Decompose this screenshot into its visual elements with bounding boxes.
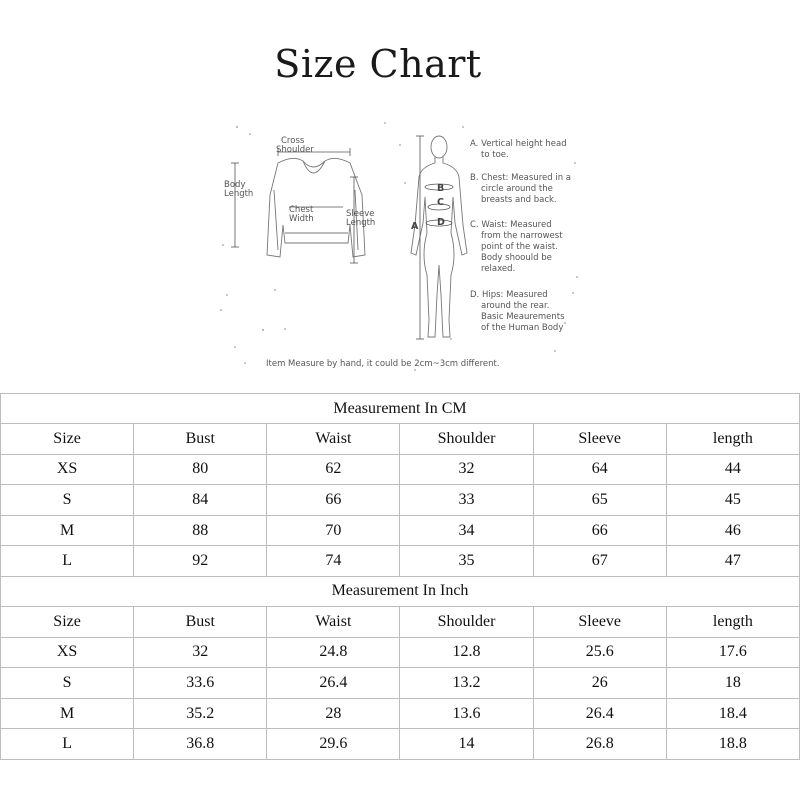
table-cell: 28 bbox=[267, 698, 400, 729]
column-header-row bbox=[1, 606, 800, 637]
table-cell: 13.2 bbox=[400, 668, 533, 699]
note-b-2: circle around the bbox=[481, 184, 553, 194]
table-row bbox=[1, 454, 800, 485]
note-b-1: B. Chest: Measured in a bbox=[470, 173, 571, 183]
table-cell: 34 bbox=[400, 515, 533, 546]
measurement-diagram bbox=[215, 115, 590, 377]
table-cell: 66 bbox=[533, 515, 666, 546]
table-cell: 26.4 bbox=[267, 668, 400, 699]
page-title: Size Chart bbox=[274, 42, 482, 86]
table-cell: 14 bbox=[400, 729, 533, 760]
note-d-2: around the rear. bbox=[481, 301, 550, 311]
section-heading-row bbox=[1, 394, 800, 424]
note-c-3: point of the waist. bbox=[481, 242, 558, 252]
section-heading-row bbox=[1, 576, 800, 606]
chest-width-label-2: Width bbox=[289, 214, 314, 224]
table-cell: L bbox=[1, 546, 134, 577]
note-c-1: C. Waist: Measured bbox=[470, 220, 552, 230]
column-header: Sleeve bbox=[533, 424, 666, 455]
table-cell: 46 bbox=[666, 515, 799, 546]
table-cell: 67 bbox=[533, 546, 666, 577]
table-cell: M bbox=[1, 515, 134, 546]
column-header: Shoulder bbox=[400, 606, 533, 637]
note-a-2: to toe. bbox=[481, 150, 509, 160]
body-length-label-2: Length bbox=[224, 189, 254, 199]
table-cell: L bbox=[1, 729, 134, 760]
note-c-4: Body shoould be bbox=[481, 253, 552, 263]
column-header: Sleeve bbox=[533, 606, 666, 637]
table-cell: 35 bbox=[400, 546, 533, 577]
table-cell: M bbox=[1, 698, 134, 729]
note-b-3: breasts and back. bbox=[481, 195, 557, 205]
table-cell: 47 bbox=[666, 546, 799, 577]
column-header: Waist bbox=[267, 606, 400, 637]
table-cell: 26.4 bbox=[533, 698, 666, 729]
note-a-1: A. Vertical height head bbox=[470, 139, 567, 149]
column-header: Size bbox=[1, 606, 134, 637]
table-cell: 44 bbox=[666, 454, 799, 485]
column-header: Shoulder bbox=[400, 424, 533, 455]
table-cell: 24.8 bbox=[267, 637, 400, 668]
table-cell: 62 bbox=[267, 454, 400, 485]
table-row bbox=[1, 698, 800, 729]
measurement-notes bbox=[470, 139, 571, 333]
table-cell: 80 bbox=[134, 454, 267, 485]
note-d-3: Basic Meaurements bbox=[481, 312, 565, 322]
table-cell: 26.8 bbox=[533, 729, 666, 760]
column-header: Bust bbox=[134, 424, 267, 455]
table-row bbox=[1, 668, 800, 699]
table-cell: 29.6 bbox=[267, 729, 400, 760]
cross-shoulder-label-1: Cross bbox=[281, 136, 305, 146]
table-cell: 64 bbox=[533, 454, 666, 485]
note-c-5: relaxed. bbox=[481, 264, 516, 274]
column-header: length bbox=[666, 424, 799, 455]
figure-letter-a: A bbox=[411, 221, 419, 232]
table-row bbox=[1, 729, 800, 760]
table-cell: 84 bbox=[134, 485, 267, 516]
table-row bbox=[1, 637, 800, 668]
sleeve-length-label-2: Length bbox=[346, 218, 376, 228]
table-cell: 33.6 bbox=[134, 668, 267, 699]
cross-shoulder-label-2: Shoulder bbox=[276, 145, 314, 155]
table-cell: 35.2 bbox=[134, 698, 267, 729]
sweater-drawing bbox=[267, 158, 365, 257]
column-header: length bbox=[666, 606, 799, 637]
diagram-footnote: Item Measure by hand, it could be 2cm~3cm different. bbox=[266, 359, 500, 369]
column-header-row bbox=[1, 424, 800, 455]
table-cell: S bbox=[1, 485, 134, 516]
body-figure bbox=[411, 136, 467, 337]
table-cell: 12.8 bbox=[400, 637, 533, 668]
table-cell: 18 bbox=[666, 668, 799, 699]
note-d-4: of the Human Body bbox=[481, 323, 564, 333]
table-cell: 25.6 bbox=[533, 637, 666, 668]
body-length-label-1: Body bbox=[224, 180, 246, 190]
table-cell: 32 bbox=[400, 454, 533, 485]
table-cell: 74 bbox=[267, 546, 400, 577]
sleeve-length-label-1: Sleeve bbox=[346, 209, 375, 219]
figure-letter-c: C bbox=[437, 197, 444, 208]
section-heading: Measurement In CM bbox=[1, 394, 800, 424]
figure-letter-d: D bbox=[437, 217, 445, 228]
table-cell: 36.8 bbox=[134, 729, 267, 760]
table-cell: 33 bbox=[400, 485, 533, 516]
table-cell: 88 bbox=[134, 515, 267, 546]
table-cell: 66 bbox=[267, 485, 400, 516]
table-row bbox=[1, 485, 800, 516]
size-table bbox=[0, 393, 800, 760]
note-c-2: from the narrowest bbox=[481, 231, 563, 241]
body-measure-lines bbox=[416, 136, 453, 339]
table-cell: 13.6 bbox=[400, 698, 533, 729]
table-cell: 17.6 bbox=[666, 637, 799, 668]
note-d-1: D. Hips: Measured bbox=[470, 290, 548, 300]
table-row bbox=[1, 515, 800, 546]
table-cell: 92 bbox=[134, 546, 267, 577]
table-cell: 26 bbox=[533, 668, 666, 699]
column-header: Size bbox=[1, 424, 134, 455]
table-cell: 18.8 bbox=[666, 729, 799, 760]
table-cell: XS bbox=[1, 637, 134, 668]
diagram-svg bbox=[215, 115, 590, 377]
column-header: Waist bbox=[267, 424, 400, 455]
table-cell: 32 bbox=[134, 637, 267, 668]
size-tables bbox=[0, 393, 800, 760]
table-cell: S bbox=[1, 668, 134, 699]
column-header: Bust bbox=[134, 606, 267, 637]
table-cell: 45 bbox=[666, 485, 799, 516]
table-cell: 70 bbox=[267, 515, 400, 546]
section-heading: Measurement In Inch bbox=[1, 576, 800, 606]
figure-letter-b: B bbox=[437, 183, 445, 194]
table-row bbox=[1, 546, 800, 577]
table-cell: 65 bbox=[533, 485, 666, 516]
table-cell: 18.4 bbox=[666, 698, 799, 729]
table-cell: XS bbox=[1, 454, 134, 485]
chest-width-label-1: Chest bbox=[289, 205, 314, 215]
